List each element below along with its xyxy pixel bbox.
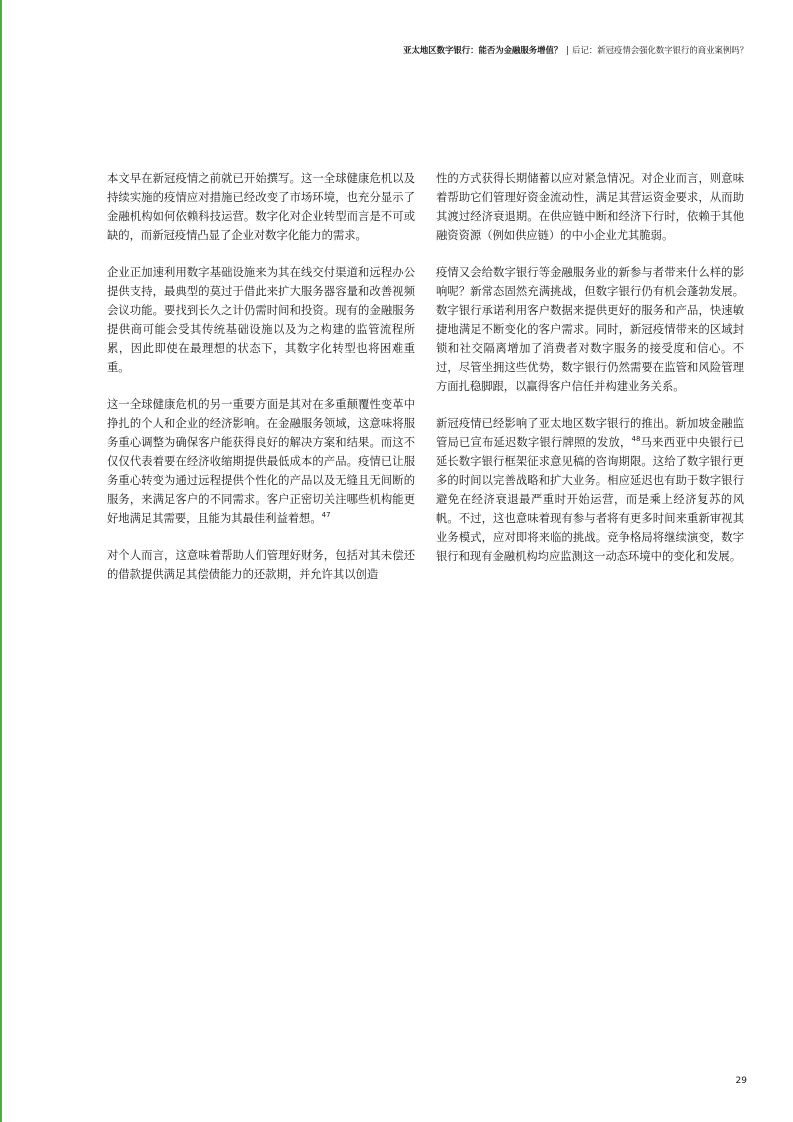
- header-separator: |: [566, 45, 570, 55]
- paragraph: 本文早在新冠疫情之前就已开始撰写。这一全球健康危机以及持续实施的疫情应对措施已经改变了市场环境，也充分显示了金融机构如何依赖科技运营。数字化对企业转型而言是不可或缺的，而新冠疫情凸显了企业对数字化能力的需求。: [107, 172, 415, 242]
- left-column: [107, 169, 415, 602]
- paragraph: 这一全球健康危机的另一重要方面是其对在多重颠覆性变革中挣扎的个人和企业的经济影响。在金融服务领域，这意味将服务重心调整为确保客户能获得良好的解决方案和结果。而这不仅仅代表着要在经济收缩期提供最低成本的产品。疫情已让服务重心转变为通过远程提供个性化的产品以及无缝且无间断的服务，来满足客户的不同需求。客户正密切关注哪些机构能更好地满足其需要，且能为其最佳利益着想。$^{47}$: [107, 398, 415, 525]
- paragraph: 企业正加速利用数字基础设施来为其在线交付渠道和远程办公提供支持，最典型的莫过于借此来扩大服务器容量和改善视频会议功能。要找到长久之计仍需时间和投资。现有的金融服务提供商可能会受其传统基础设施以及为之构建的监管流程所累，因此即使在最理想的状态下，其数字化转型也将困难重重。: [107, 266, 415, 374]
- right-column: [436, 169, 744, 584]
- green-margin-rule: [0, 0, 2, 1122]
- page-number: 29: [735, 1076, 747, 1086]
- footnote-ref-48: 48: [631, 435, 641, 444]
- paragraph: 新冠疫情已经影响了亚太地区数字银行的推出。新加坡金融监管局已宣布延迟数字银行牌照的发放，$^{48}$马来西亚中央银行已延长数字银行框架征求意见稿的咨询期限。这给了数字银行更多的时间以完善战略和扩大业务。相应延迟也有助于数字银行避免在经济衰退最严重时开始运营，而是乘上经济复苏的风帆。不过，这也意味着现有参与者将有更多时间来重新审视其业务模式，应对即将来临的挑战。竞争格局将继续演变，数字银行和现有金融机构均应监测这一动态环境中的变化和发展。: [436, 417, 744, 563]
- report-title: 亚太地区数字银行：能否为金融服务增值？: [403, 45, 563, 55]
- section-title: 后记：新冠疫情会强化数字银行的商业案例吗？: [572, 45, 748, 55]
- paragraph: 疫情又会给数字银行等金融服务业的新参与者带来什么样的影响呢？新常态固然充满挑战，但数字银行仍有机会蓬勃发展。数字银行承诺利用客户数据来提供更好的服务和产品，快速敏捷地满足不断变化的客户需求。同时，新冠疫情带来的区域封锁和社交隔离增加了消费者对数字服务的接受度和信心。不过，尽管坐拥这些优势，数字银行仍然需要在监管和风险管理方面扎稳脚跟，以赢得客户信任并构建业务关系。: [436, 266, 744, 393]
- running-header: [403, 44, 748, 56]
- footnote-ref-47: 47: [321, 511, 331, 520]
- paragraph: 性的方式获得长期储蓄以应对紧急情况。对企业而言，则意味着帮助它们管理好资金流动性，满足其营运资金要求，从而助其渡过经济衰退期。在供应链中断和经济下行时，依赖于其他融资资源（例如供应链）的中小企业尤其脆弱。: [436, 172, 744, 242]
- paragraph: 对个人而言，这意味着帮助人们管理好财务，包括对其未偿还的借款提供满足其偿债能力的还款期，并允许其以创造: [107, 549, 415, 581]
